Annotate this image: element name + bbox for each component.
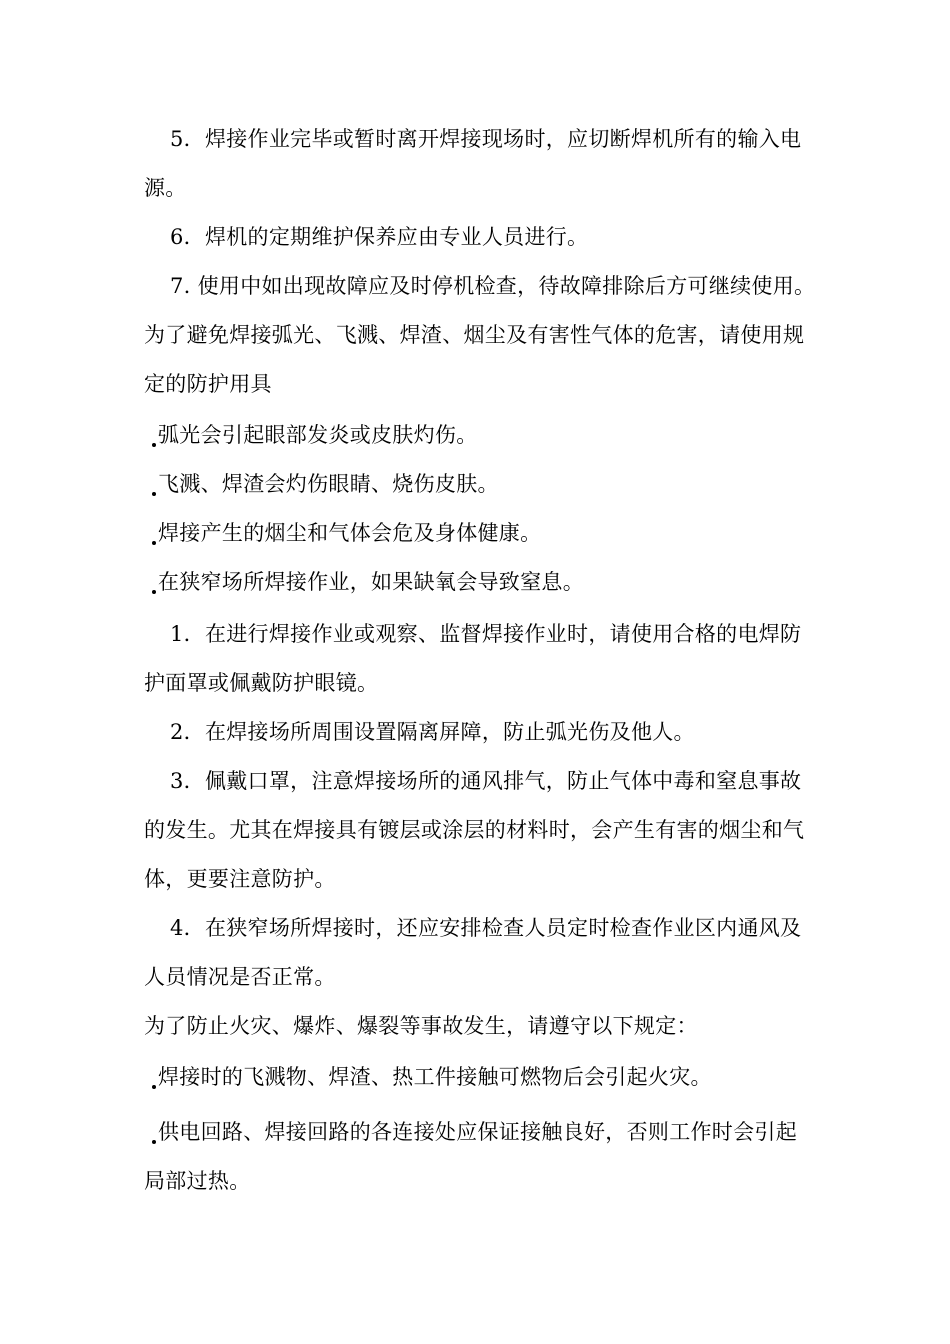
- intro-protection-line-2: 定的防护用具: [144, 372, 272, 396]
- bullet-spatter: 飞溅、焊渣会灼伤眼睛、烧伤皮肤。: [158, 472, 499, 496]
- numbered-1-line-1: 1．在进行焊接作业或观察、监督焊接作业时，请使用合格的电焊防: [170, 622, 802, 646]
- numbered-1-line-2: 护面罩或佩戴防护眼镜。: [144, 671, 379, 695]
- paragraph-5-line-1: 5．焊接作业完毕或暂时离开焊接现场时，应切断焊机所有的输入电: [170, 127, 802, 151]
- bullet-connection-line-2: 局部过热。: [144, 1169, 251, 1193]
- intro-protection-line-1: 为了避免焊接弧光、飞溅、焊渣、烟尘及有害性气体的危害，请使用规: [144, 323, 805, 347]
- paragraph-6: 6．焊机的定期维护保养应由专业人员进行。: [170, 225, 589, 249]
- bullet-fumes: 焊接产生的烟尘和气体会危及身体健康。: [158, 521, 542, 545]
- bullet-dot: [152, 590, 156, 594]
- intro-fire-prevention: 为了防止火灾、爆炸、爆裂等事故发生，请遵守以下规定：: [144, 1014, 698, 1038]
- numbered-4-line-2: 人员情况是否正常。: [144, 965, 336, 989]
- paragraph-5-line-2: 源。: [144, 176, 187, 200]
- bullet-spatter-fire: 焊接时的飞溅物、焊渣、热工件接触可燃物后会引起火灾。: [158, 1065, 712, 1089]
- bullet-dot: [152, 1085, 156, 1089]
- bullet-connection-line-1: 供电回路、焊接回路的各连接处应保证接触良好，否则工作时会引起: [158, 1120, 797, 1144]
- bullet-arc-light: 弧光会引起眼部发炎或皮肤灼伤。: [158, 423, 478, 447]
- bullet-dot: [152, 1140, 156, 1144]
- numbered-3-line-3: 体，更要注意防护。: [144, 867, 336, 891]
- numbered-4-line-1: 4．在狭窄场所焊接时，还应安排检查人员定时检查作业区内通风及: [170, 916, 802, 940]
- numbered-3-line-2: 的发生。尤其在焊接具有镀层或涂层的材料时，会产生有害的烟尘和气: [144, 818, 805, 842]
- bullet-suffocation: 在狭窄场所焊接作业，如果缺氧会导致窒息。: [158, 570, 584, 594]
- bullet-dot: [152, 443, 156, 447]
- bullet-dot: [152, 541, 156, 545]
- bullet-dot: [152, 492, 156, 496]
- numbered-2: 2．在焊接场所周围设置隔离屏障，防止弧光伤及他人。: [170, 720, 695, 744]
- numbered-3-line-1: 3．佩戴口罩，注意焊接场所的通风排气，防止气体中毒和窒息事故: [170, 769, 802, 793]
- paragraph-7: 7. 使用中如出现故障应及时停机检查，待故障排除后方可继续使用。: [170, 274, 816, 298]
